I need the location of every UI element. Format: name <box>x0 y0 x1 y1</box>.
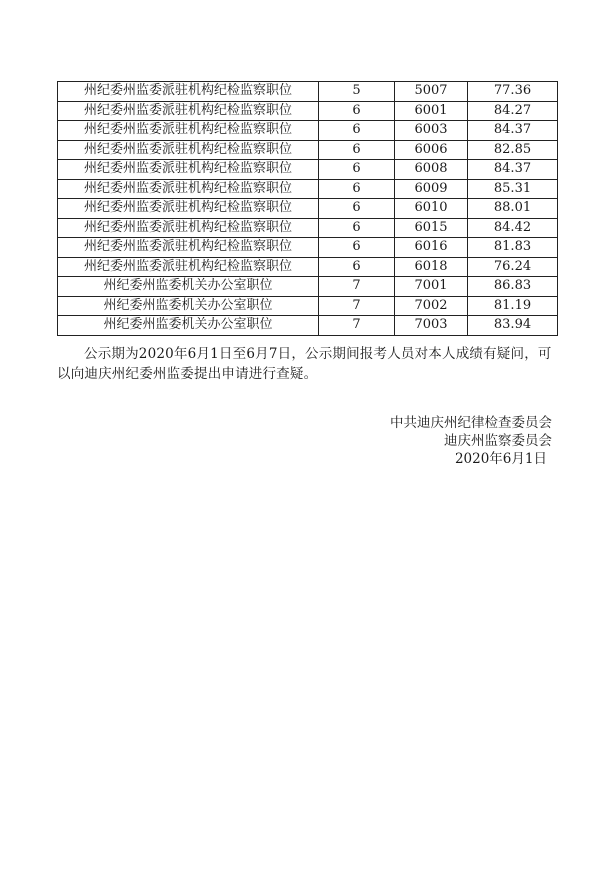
cell-exam-id: 5007 <box>395 82 468 102</box>
table-row <box>58 277 558 297</box>
cell-group: 6 <box>319 238 395 258</box>
cell-group: 6 <box>319 218 395 238</box>
cell-group: 6 <box>319 101 395 121</box>
table-row <box>58 296 558 316</box>
cell-post: 州纪委州监委派驻机构纪检监察职位 <box>58 257 319 277</box>
cell-post: 州纪委州监委派驻机构纪检监察职位 <box>58 82 319 102</box>
cell-score: 82.85 <box>468 140 558 160</box>
cell-post: 州纪委州监委派驻机构纪检监察职位 <box>58 101 319 121</box>
cell-post: 州纪委州监委机关办公室职位 <box>58 316 319 336</box>
cell-score: 84.42 <box>468 218 558 238</box>
signature-date: 2020年6月1日 <box>454 451 547 467</box>
cell-post: 州纪委州监委机关办公室职位 <box>58 277 319 297</box>
cell-post: 州纪委州监委派驻机构纪检监察职位 <box>58 199 319 219</box>
table-row <box>58 238 558 258</box>
cell-score: 88.01 <box>468 199 558 219</box>
cell-exam-id: 6009 <box>395 179 468 199</box>
results-table <box>57 81 558 336</box>
table-row <box>58 218 558 238</box>
cell-exam-id: 6008 <box>395 160 468 180</box>
cell-post: 州纪委州监委派驻机构纪检监察职位 <box>58 140 319 160</box>
cell-exam-id: 6001 <box>395 101 468 121</box>
cell-score: 83.94 <box>468 316 558 336</box>
cell-score: 86.83 <box>468 277 558 297</box>
signature-org-discipline: 中共迪庆州纪律检查委员会 <box>390 415 552 431</box>
table-row <box>58 257 558 277</box>
cell-post: 州纪委州监委派驻机构纪检监察职位 <box>58 160 319 180</box>
table-row <box>58 179 558 199</box>
cell-score: 76.24 <box>468 257 558 277</box>
cell-score: 85.31 <box>468 179 558 199</box>
cell-exam-id: 7003 <box>395 316 468 336</box>
table-row <box>58 316 558 336</box>
notice-text: 公示期为2020年6月1日至6月7日，公示期间报考人员对本人成绩有疑问，可以向迪庆州纪委州监委提出申请进行查疑。 <box>57 346 552 382</box>
cell-score: 77.36 <box>468 82 558 102</box>
cell-group: 6 <box>319 160 395 180</box>
cell-score: 84.37 <box>468 160 558 180</box>
table-row <box>58 140 558 160</box>
cell-post: 州纪委州监委派驻机构纪检监察职位 <box>58 238 319 258</box>
signature-org-supervision: 迪庆州监察委员会 <box>444 433 552 449</box>
cell-post: 州纪委州监委派驻机构纪检监察职位 <box>58 179 319 199</box>
cell-post: 州纪委州监委机关办公室职位 <box>58 296 319 316</box>
table-body <box>58 82 558 336</box>
cell-exam-id: 6016 <box>395 238 468 258</box>
table-row <box>58 82 558 102</box>
cell-score: 84.37 <box>468 121 558 141</box>
table-row <box>58 160 558 180</box>
cell-exam-id: 7002 <box>395 296 468 316</box>
cell-group: 5 <box>319 82 395 102</box>
cell-group: 7 <box>319 296 395 316</box>
cell-group: 6 <box>319 199 395 219</box>
cell-score: 81.83 <box>468 238 558 258</box>
table-row <box>58 121 558 141</box>
cell-exam-id: 6003 <box>395 121 468 141</box>
cell-post: 州纪委州监委派驻机构纪检监察职位 <box>58 218 319 238</box>
cell-group: 7 <box>319 316 395 336</box>
table-row <box>58 101 558 121</box>
cell-exam-id: 6018 <box>395 257 468 277</box>
cell-group: 6 <box>319 121 395 141</box>
cell-score: 84.27 <box>468 101 558 121</box>
cell-exam-id: 6006 <box>395 140 468 160</box>
cell-group: 7 <box>319 277 395 297</box>
cell-group: 6 <box>319 257 395 277</box>
cell-exam-id: 6015 <box>395 218 468 238</box>
cell-exam-id: 6010 <box>395 199 468 219</box>
table-row <box>58 199 558 219</box>
cell-exam-id: 7001 <box>395 277 468 297</box>
cell-group: 6 <box>319 179 395 199</box>
cell-score: 81.19 <box>468 296 558 316</box>
cell-group: 6 <box>319 140 395 160</box>
cell-post: 州纪委州监委派驻机构纪检监察职位 <box>58 121 319 141</box>
